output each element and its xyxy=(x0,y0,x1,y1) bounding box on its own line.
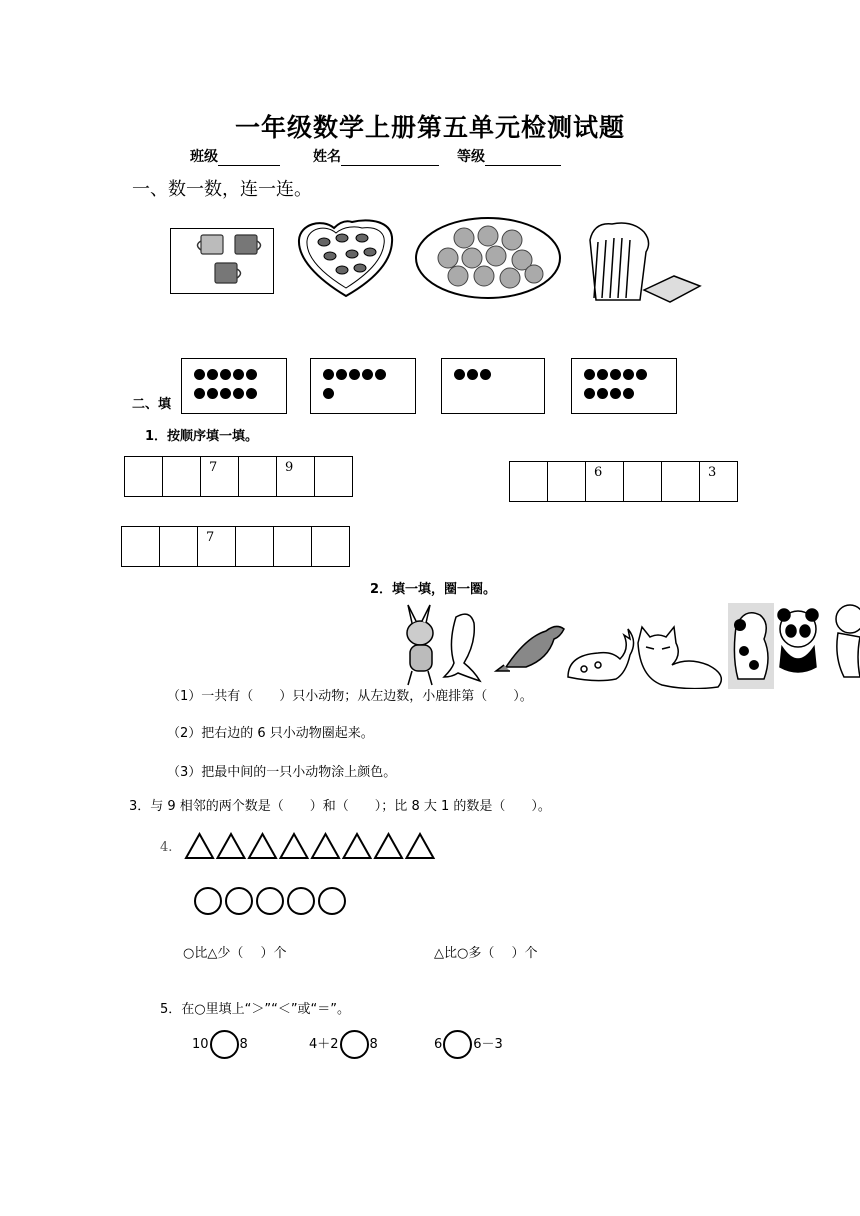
dot xyxy=(207,369,218,380)
bread-icon xyxy=(584,220,708,310)
dot xyxy=(597,369,608,380)
dot xyxy=(349,369,360,380)
grade-blank[interactable] xyxy=(485,151,561,166)
compare-item-1 xyxy=(192,1030,248,1059)
sequence-value: 9 xyxy=(285,460,294,475)
question-3: 3．与 9 相邻的两个数是（ ）和（ ）；比 8 大 1 的数是（ ）。 xyxy=(129,799,551,814)
grade-field xyxy=(457,146,561,166)
dot xyxy=(610,388,621,399)
name-blank[interactable] xyxy=(341,151,439,166)
dot xyxy=(233,388,244,399)
sequence-value xyxy=(125,457,162,460)
compare-right: 8 xyxy=(239,1037,248,1052)
sequence-cell[interactable] xyxy=(274,527,312,567)
sequence-value xyxy=(510,462,547,465)
triangle-shape xyxy=(312,834,339,858)
sequence-cell[interactable] xyxy=(700,462,738,502)
sequence-row-3 xyxy=(121,526,350,567)
name-label: 姓名 xyxy=(313,149,341,165)
sequence-cell[interactable] xyxy=(198,527,236,567)
q2-part2: （2）把右边的 6 只小动物圈起来。 xyxy=(167,726,374,741)
deer-icon xyxy=(568,629,634,681)
circle-shape xyxy=(257,888,283,914)
name-field xyxy=(313,146,439,166)
animals-row xyxy=(398,603,860,689)
class-label: 班级 xyxy=(190,149,218,165)
sequence-value xyxy=(163,457,200,460)
dot xyxy=(597,388,608,399)
triangles-row xyxy=(184,832,440,864)
triangle-shape xyxy=(407,834,434,858)
sequence-value xyxy=(160,527,197,530)
dot xyxy=(480,369,491,380)
compare-left: 10 xyxy=(192,1037,209,1052)
triangle-shape xyxy=(375,834,402,858)
dot xyxy=(233,369,244,380)
sequence-value xyxy=(548,462,585,465)
triangle-shape xyxy=(186,834,213,858)
compare-left: 4＋2 xyxy=(309,1037,339,1052)
section2-heading: 二、填 xyxy=(132,397,172,412)
sequence-cell[interactable] xyxy=(125,457,163,497)
dot-card[interactable] xyxy=(441,358,545,414)
dot-card[interactable] xyxy=(310,358,416,414)
q2-part3: （3）把最中间的一只小动物涂上颜色。 xyxy=(167,765,397,780)
compare-right: 6－3 xyxy=(473,1037,503,1052)
question-5: 5．在○里填上“＞”“＜”或“＝”。 xyxy=(160,1002,351,1017)
dot xyxy=(207,388,218,399)
sequence-cell[interactable] xyxy=(510,462,548,502)
dot xyxy=(220,369,231,380)
sequence-cell[interactable] xyxy=(548,462,586,502)
sequence-cell[interactable] xyxy=(624,462,662,502)
apple-plate-icon xyxy=(414,216,562,304)
sequence-row-1 xyxy=(124,456,353,497)
dot xyxy=(194,369,205,380)
circle-shape xyxy=(195,888,221,914)
sequence-cell[interactable] xyxy=(662,462,700,502)
dog-icon xyxy=(728,603,774,689)
monkey-icon xyxy=(836,605,860,677)
sequence-cell[interactable] xyxy=(236,527,274,567)
compare-circle[interactable] xyxy=(443,1030,472,1059)
triangle-shape xyxy=(218,834,245,858)
compare-item-2 xyxy=(309,1030,378,1059)
dot xyxy=(323,369,334,380)
compare-left: 6 xyxy=(434,1037,443,1052)
chocolate-box-icon xyxy=(296,218,396,304)
cups-icon xyxy=(170,228,274,294)
circle-shape xyxy=(319,888,345,914)
sequence-value xyxy=(236,527,273,530)
triangle-shape xyxy=(249,834,276,858)
dot xyxy=(467,369,478,380)
dot xyxy=(636,369,647,380)
class-blank[interactable] xyxy=(218,151,280,166)
grade-label: 等级 xyxy=(457,149,485,165)
dot xyxy=(623,388,634,399)
dolphin-icon xyxy=(444,614,480,681)
dot xyxy=(246,388,257,399)
sequence-value xyxy=(315,457,352,460)
dot xyxy=(454,369,465,380)
sequence-cell[interactable] xyxy=(312,527,350,567)
sequence-cell[interactable] xyxy=(586,462,624,502)
sequence-cell[interactable] xyxy=(160,527,198,567)
dot-card[interactable] xyxy=(571,358,677,414)
rabbit-icon xyxy=(407,605,433,685)
dot xyxy=(584,369,595,380)
sequence-cell[interactable] xyxy=(239,457,277,497)
panda-icon xyxy=(778,609,818,672)
sequence-cell[interactable] xyxy=(122,527,160,567)
sequence-cell[interactable] xyxy=(163,457,201,497)
circles-row xyxy=(193,885,355,921)
q4-label: 4. xyxy=(160,840,173,855)
dot xyxy=(246,369,257,380)
compare-circle[interactable] xyxy=(210,1030,239,1059)
dot-card[interactable] xyxy=(181,358,287,414)
sequence-cell[interactable] xyxy=(315,457,353,497)
class-field xyxy=(190,146,280,166)
dot xyxy=(362,369,373,380)
cat-icon xyxy=(638,627,721,689)
compare-item-3 xyxy=(434,1030,503,1059)
q2-part1: （1）一共有（ ）只小动物；从左边数，小鹿排第（ ）。 xyxy=(167,689,533,704)
q4-text-b: △比○多（ ）个 xyxy=(434,946,538,961)
sequence-value: 7 xyxy=(206,530,215,545)
compare-circle[interactable] xyxy=(340,1030,369,1059)
section1-heading: 一、数一数，连一连。 xyxy=(132,179,312,200)
compare-right: 8 xyxy=(369,1037,378,1052)
sub1-heading: 1．按顺序填一填。 xyxy=(145,429,259,444)
dot xyxy=(194,388,205,399)
dot xyxy=(584,388,595,399)
page-title: 一年级数学上册第五单元检测试题 xyxy=(234,113,625,142)
sequence-value: 6 xyxy=(594,465,603,480)
sequence-value xyxy=(274,527,311,530)
sequence-value xyxy=(312,527,349,530)
circle-shape xyxy=(288,888,314,914)
sequence-value xyxy=(122,527,159,530)
triangle-shape xyxy=(344,834,371,858)
dot xyxy=(375,369,386,380)
sequence-value xyxy=(624,462,661,465)
dot xyxy=(323,388,334,399)
sequence-row-2 xyxy=(509,461,738,502)
pigeon-icon xyxy=(496,626,564,671)
sub2-heading: 2．填一填，圈一圈。 xyxy=(370,582,497,597)
dot xyxy=(623,369,634,380)
sequence-value xyxy=(662,462,699,465)
q4-text-a: ○比△少（ ）个 xyxy=(183,946,287,961)
dot xyxy=(220,388,231,399)
sequence-cell[interactable] xyxy=(201,457,239,497)
sequence-value xyxy=(239,457,276,460)
sequence-value: 3 xyxy=(708,465,717,480)
sequence-cell[interactable] xyxy=(277,457,315,497)
circle-shape xyxy=(226,888,252,914)
dot xyxy=(336,369,347,380)
sequence-value: 7 xyxy=(209,460,218,475)
triangle-shape xyxy=(281,834,308,858)
dot xyxy=(610,369,621,380)
